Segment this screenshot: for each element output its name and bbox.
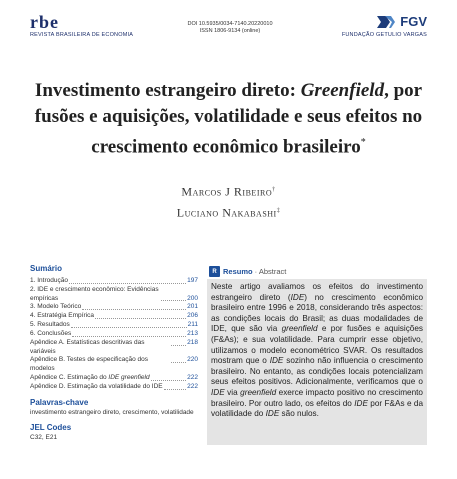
author-mark[interactable]: ‡	[276, 207, 281, 214]
publisher-logo-text: FGV	[400, 14, 427, 29]
abstract-segment: por F&As e da volatilidade do	[211, 398, 423, 419]
toc-item[interactable]: Apêndice B. Testes de especificação dos modelos 220	[30, 356, 198, 372]
abstract-italic-term: IDE	[354, 398, 368, 408]
jel-heading: JEL Codes	[30, 423, 72, 433]
abstract-segment: exerce impacto positivo no crescimento brasileiro. Por outro lado, os efeitos do	[211, 387, 423, 408]
title-part1: Investimento estrangeiro direto:	[34, 80, 301, 101]
publisher-block	[342, 15, 427, 38]
journal-name: REVISTA BRASILEIRA DE ECONOMIA	[30, 32, 134, 38]
publisher-name: FUNDAÇÃO GETULIO VARGAS	[341, 32, 427, 38]
jel-codes: C32, E21	[30, 434, 58, 442]
title-part2: , por fusões e aquisições, volatilidade e seus efeitos no crescimento econômico brasileiro	[34, 80, 423, 158]
keywords-heading: Palavras-chave	[30, 397, 89, 407]
doi-link[interactable]: DOI 10.5935/0034-7140.20220010	[187, 21, 273, 27]
toc-item[interactable]: Apêndice C. Estimação do IDE greenfield 222	[30, 373, 198, 381]
publisher-logo	[342, 15, 427, 29]
title-footnote-mark[interactable]: *	[360, 137, 366, 148]
abstract-segment: e por fusões e aquisições (F&As); e sua volatilidade. Para cumprir esse objetivo, utilizamos o modelo econométrico SVAR. Os resultados mostram que o	[211, 324, 423, 366]
toc-item[interactable]: Apêndice D. Estimação da volatilidade do IDE 222	[30, 382, 198, 390]
toc-item[interactable]: 4. Estratégia Empírica 206	[30, 312, 198, 320]
fgv-logo-icon	[377, 16, 397, 28]
toc-item[interactable]: 1. Introdução 197	[30, 277, 198, 284]
toc-item[interactable]: 3. Modelo Teórico 201	[30, 303, 198, 311]
keywords-text: investimento estrangeiro direto, crescimento, volatilidade	[30, 408, 194, 416]
abstract-italic-term: greenfield	[240, 387, 277, 397]
jel-block	[30, 423, 198, 443]
keywords-block	[30, 398, 198, 418]
abstract-segment: Neste artigo avaliamos os efeitos do investimento estrangeiro direto (	[211, 282, 423, 302]
authors	[120, 181, 337, 222]
title-italic: Greenfield	[300, 80, 385, 101]
article-title	[20, 78, 437, 160]
toc-item[interactable]: Apêndice A. Estatísticas descritivas das variáveis 218	[30, 339, 198, 355]
abstract-segment: via	[224, 387, 241, 397]
toc-item[interactable]: 5. Resultados 211	[30, 321, 198, 329]
abstract-text	[211, 282, 423, 420]
author-2	[120, 202, 337, 223]
abstract-icon: R	[209, 266, 220, 277]
table-of-contents	[30, 277, 198, 392]
abstract-header	[209, 266, 286, 277]
author-name: Marcos J Ribeiro	[181, 184, 273, 199]
doi-block	[160, 21, 300, 35]
toc-item[interactable]: 6. Conclusões 213	[30, 330, 198, 338]
abstract-italic-term: IDE	[211, 387, 225, 397]
issn: ISSN 1806-9134 (online)	[199, 28, 261, 34]
author-1	[120, 181, 337, 202]
author-name: Luciano Nakabashi	[176, 205, 277, 220]
abstract-segment: ) no crescimento econômico brasileiro entre 1996 e 2018, considerando três aspectos: as condições locais do Brasil; as duas modalidades de IDE, que são via	[211, 292, 424, 334]
abstract-italic-term: IDE	[265, 409, 280, 419]
author-mark[interactable]: †	[272, 187, 276, 193]
journal-logo: rbe	[30, 12, 59, 32]
abstract-box	[207, 279, 427, 445]
abstract-title: Resumo · Abstract	[223, 267, 287, 276]
abstract-segment: são nulos.	[279, 409, 319, 419]
abstract-italic-term: greenfield	[281, 324, 318, 334]
summary-heading: Sumário	[30, 264, 63, 273]
toc-item[interactable]: 2. IDE e crescimento econômico: Evidências empíricas 200	[30, 286, 198, 302]
abstract-segment: sozinho não influencia o crescimento brasileiro. No entanto, as condições locais potencializam seus efeitos positivos. Adicionalmente, verificamos que o	[211, 356, 423, 387]
left-column	[30, 264, 198, 443]
abstract-italic-term: IDE	[269, 356, 284, 366]
abstract-italic-term: IDE	[290, 292, 305, 302]
